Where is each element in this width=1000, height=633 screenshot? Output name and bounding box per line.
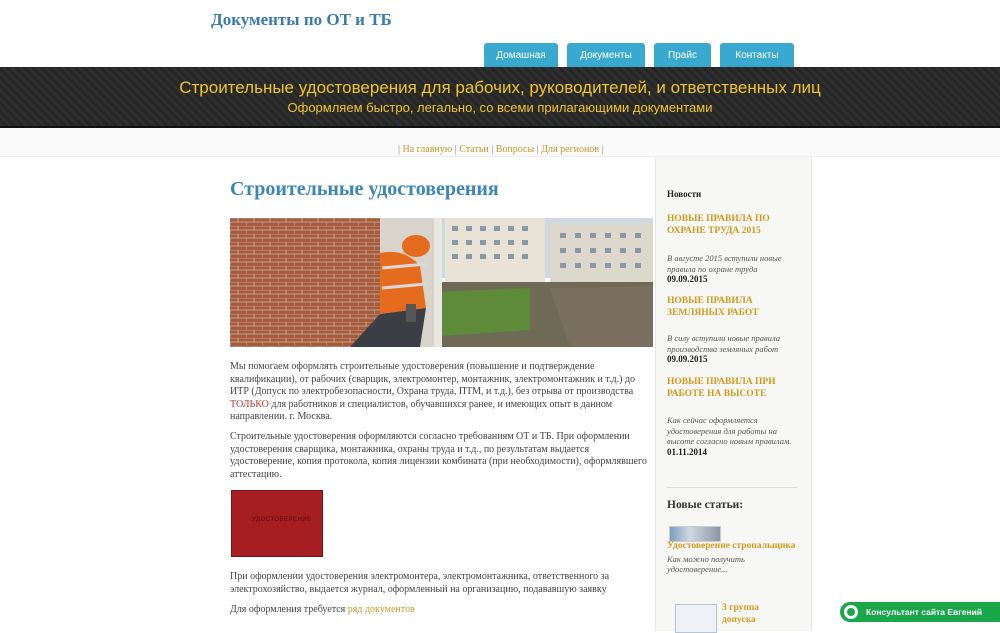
article-title-link[interactable]: 3 группа допуска — [722, 603, 760, 625]
site-title[interactable]: Документы по ОТ и ТБ — [211, 10, 392, 29]
documents-text: Для оформления требуется — [230, 604, 348, 615]
construction-worker-image — [230, 218, 653, 347]
news-item — [667, 296, 802, 364]
news-date: 01.11.2014 — [667, 446, 708, 457]
main-nav — [484, 43, 794, 67]
hero-construction-photo — [230, 218, 653, 347]
article-title-link[interactable]: Удостоверение стропальщика — [667, 541, 796, 551]
banner-title: Строительные удостоверения для рабочих, руководителей, и ответственных лиц — [179, 78, 821, 97]
breadcrumb-questions-link[interactable]: Вопросы — [495, 144, 535, 155]
requirements-paragraph: Строительные удостоверения оформляются согласно требованиям ОТ и ТБ. При оформлении удостоверения сварщика, монтажника, охраны труда и т.д., по результатам выдается удостоверение, копия протокола, копия лицензии комбината (при необходимости), оформлявшего аттестацию. — [230, 431, 647, 480]
consultant-chat-button[interactable] — [840, 602, 1000, 622]
sidebar-divider — [667, 487, 797, 488]
nav-tab-contacts[interactable]: Контакты — [720, 43, 794, 67]
new-articles-heading: Новые статьи: — [667, 499, 744, 511]
breadcrumb-sep: | — [398, 144, 401, 155]
breadcrumb-sep: | — [601, 144, 604, 155]
news-item — [667, 377, 802, 457]
breadcrumb-home-link[interactable]: На главную — [402, 144, 453, 155]
news-title-link[interactable]: НОВЫЕ ПРАВИЛА ЗЕМЛЯНЫХ РАБОТ — [667, 296, 759, 318]
news-text: В августе 2015 вступили новые правила по охране труда — [667, 253, 782, 274]
news-title-link[interactable]: НОВЫЕ ПРАВИЛА ПРИ РАБОТЕ НА ВЫСОТЕ — [667, 377, 776, 399]
nav-tab-home[interactable]: Домашная — [484, 43, 558, 67]
intro-text-end: для работников и специалистов, обучавшихся ранее, и имеющих опыт в данном направлении. г. Москва. — [230, 398, 613, 422]
article-text: Как можно получить удостоверение... — [667, 553, 745, 574]
documents-paragraph — [230, 604, 655, 617]
news-title-link[interactable]: НОВЫЕ ПРАВИЛА ПО ОХРАНЕ ТРУДА 2015 — [667, 214, 770, 236]
electrician-paragraph: При оформлении удостоверения электромонтера, электромонтажника, ответственного за электрохозяйство, выдается журнал, оформленный на организацию, подававшую заявку — [230, 571, 610, 595]
intro-text: Мы помогаем оформлять строительные удостоверения (повышение и подтверждение квалификации), от рабочих (сварщик, электромонтер, монтажник, электромонтажник и т.д.) до ИТР (Допуск по электробезопасности, Охрана труда, ПТМ, и т.д.), без отрыва от производства — [230, 361, 636, 397]
article-item — [722, 603, 782, 626]
certificate-label: УДОСТОВЕРЕНИЕ — [252, 517, 312, 523]
header-banner — [0, 67, 1000, 128]
news-date: 09.09.2015 — [667, 274, 708, 284]
news-item — [667, 214, 802, 284]
certificate-image — [231, 490, 323, 557]
chat-icon — [844, 605, 858, 619]
intro-paragraph — [230, 361, 655, 424]
news-heading-text: Новости — [667, 189, 702, 199]
breadcrumb — [398, 144, 604, 155]
article-thumbnail[interactable] — [669, 526, 721, 542]
breadcrumb-sep: | — [536, 144, 539, 155]
nav-tab-price[interactable]: Прайс — [654, 43, 711, 67]
banner-subtitle: Оформляем быстро, легально, со всеми прилагающими документами — [287, 100, 713, 115]
news-text: Как сейчас оформляется удостоверения для работы на высоте согласно новым правилам. — [667, 415, 792, 446]
consultant-label: Консультант сайта Евгений — [866, 607, 983, 617]
breadcrumb-articles-link[interactable]: Статьи — [459, 144, 489, 155]
intro-highlight: ТОЛЬКО — [230, 398, 269, 410]
documents-link[interactable]: ряд документов — [347, 604, 415, 615]
news-heading — [667, 189, 802, 199]
breadcrumb-regions-link[interactable]: Для регионов — [541, 144, 600, 155]
breadcrumb-sep: | — [454, 144, 457, 155]
nav-tab-documents[interactable]: Документы — [567, 43, 645, 67]
news-date: 09.09.2015 — [667, 354, 708, 364]
article-item — [667, 541, 802, 575]
breadcrumb-sep: | — [491, 144, 494, 155]
page-title: Строительные удостоверения — [230, 178, 499, 200]
article-thumbnail[interactable] — [675, 604, 717, 633]
news-text: В силу вступили новые правила производства земляных работ — [667, 333, 781, 354]
